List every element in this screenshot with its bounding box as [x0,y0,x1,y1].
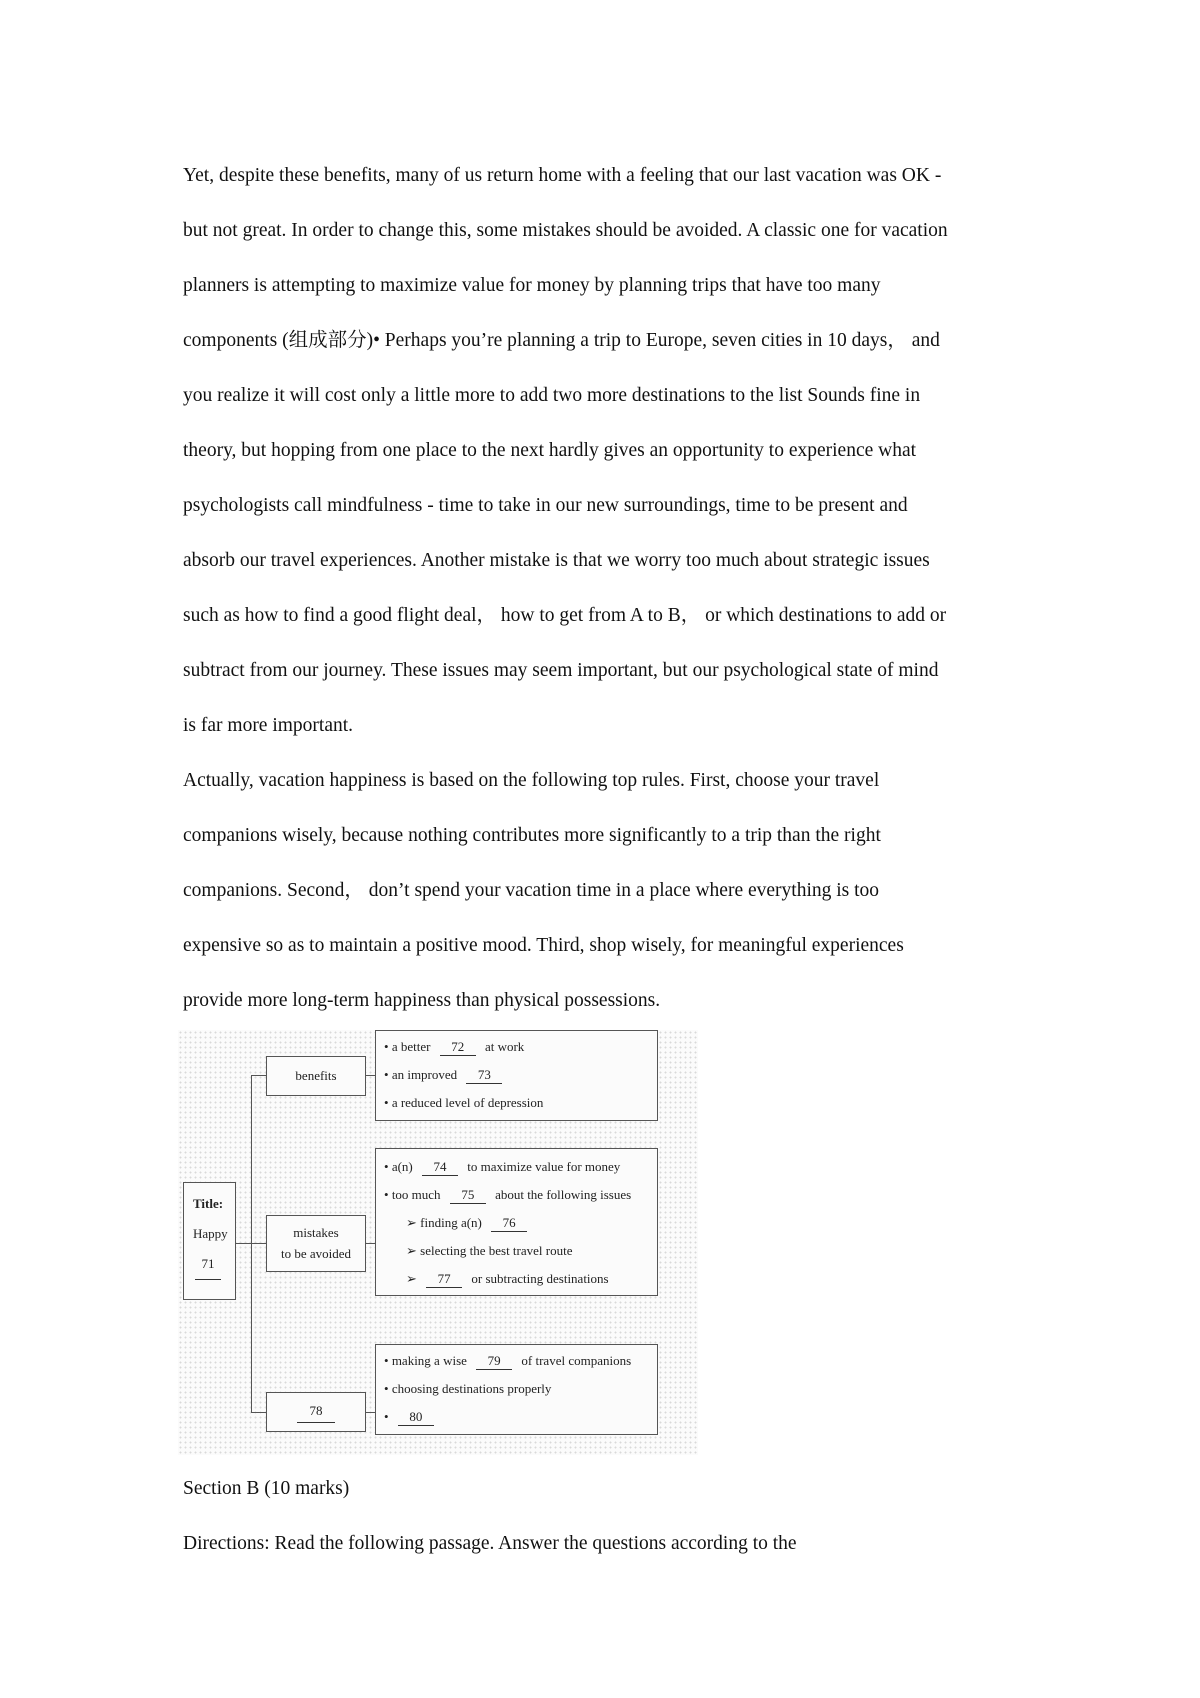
title-label: Title: [193,1196,224,1211]
mistakes-label: to be avoided [280,1245,352,1261]
answer-blank: 78 [297,1401,335,1423]
connector-line [236,1243,251,1244]
passage-line: you realize it will cost only a little more to add two more destinations to the list Sounds fine in [183,385,921,406]
item-text: selecting the best travel route [420,1243,573,1258]
title-word: Happy [193,1225,228,1241]
passage-line: components (组成部分)• Perhaps you’re planning a trip to Europe, seven cities in 10 days， and [183,330,940,351]
detail-item [384,1095,543,1111]
passage-line: planners is attempting to maximize value for money by planning trips that have too many [183,275,881,296]
detail-item [384,1353,631,1370]
bullet-icon: • [384,1353,389,1368]
benefits-label: benefits [295,1067,337,1083]
passage-line: Yet, despite these benefits, many of us return home with a feeling that our last vacation was OK - [183,165,942,186]
benefits-box [266,1056,366,1096]
answer-blank: 75 [450,1187,486,1204]
passage-line: theory, but hopping from one place to the next hardly gives an opportunity to experience what [183,440,917,461]
item-text: a(n) [391,1159,413,1174]
bullet-icon: • [384,1067,389,1082]
passage-line: absorb our travel experiences. Another mistake is that we worry too much about strategic issues [183,550,930,571]
detail-item [384,1067,508,1084]
connector-line [366,1243,375,1244]
answer-blank: 74 [422,1159,458,1176]
section-directions: Directions: Read the following passage. Answer the questions according to the [183,1533,797,1554]
connector-line [251,1075,266,1076]
item-text: making a wise [391,1353,467,1368]
detail-item [384,1381,551,1397]
item-text: or subtracting destinations [471,1271,609,1286]
item-text: a reduced level of depression [391,1095,544,1110]
detail-item [384,1159,620,1176]
item-text: of travel companions [521,1353,632,1368]
passage-line: Actually, vacation happiness is based on the following top rules. First, choose your travel [183,770,880,791]
item-text: to maximize value for money [467,1159,621,1174]
section-heading: Section B (10 marks) [183,1478,350,1499]
detail-subitem [406,1215,533,1232]
detail-item [384,1187,631,1204]
arrow-bullet-icon: ➢ [406,1243,417,1258]
bullet-icon: • [384,1187,389,1202]
item-text: a better [391,1039,431,1054]
item-text: choosing destinations properly [391,1381,552,1396]
answer-blank: 79 [476,1353,512,1370]
detail-item [384,1409,440,1426]
detail-subitem [406,1243,573,1259]
arrow-bullet-icon: ➢ [406,1215,417,1230]
answer-blank: 72 [440,1039,476,1056]
arrow-bullet-icon: ➢ [406,1271,417,1286]
detail-subitem [406,1271,609,1288]
answer-blank: 77 [426,1271,462,1288]
item-text: finding a(n) [420,1215,482,1230]
rules-details-box [375,1344,658,1435]
bullet-icon: • [384,1095,389,1110]
bullet-icon: • [384,1381,389,1396]
passage-line: companions wisely, because nothing contributes more significantly to a trip than the right [183,825,881,846]
passage-line: but not great. In order to change this, some mistakes should be avoided. A classic one for vacation [183,220,948,241]
item-text: too much [391,1187,441,1202]
connector-line [366,1075,375,1076]
passage-line: such as how to find a good flight deal， how to get from A to B， or which destinations to add or [183,605,947,626]
title-box [183,1182,236,1300]
bullet-icon: • [384,1039,389,1054]
item-text: about the following issues [495,1187,632,1202]
bullet-icon: • [384,1159,389,1174]
mistakes-details-box [375,1148,658,1296]
passage-line: expensive so as to maintain a positive mood. Third, shop wisely, for meaningful experiences [183,935,904,956]
mistakes-label: mistakes [293,1224,339,1240]
answer-blank: 71 [195,1249,221,1280]
rules-box [266,1392,366,1432]
answer-blank: 73 [466,1067,502,1084]
mistakes-box [266,1215,366,1272]
detail-item [384,1039,524,1056]
connector-line [251,1412,266,1413]
passage-line: companions. Second， don’t spend your vacation time in a place where everything is too [183,880,880,901]
passage-line: psychologists call mindfulness - time to take in our new surroundings, time to be present and [183,495,908,516]
bullet-icon: • [384,1409,389,1424]
passage-line: is far more important. [183,715,354,736]
answer-blank: 80 [398,1409,434,1426]
connector-line [251,1243,266,1244]
item-text: an improved [391,1067,458,1082]
connector-line [366,1412,375,1413]
item-text: at work [484,1039,525,1054]
benefits-details-box [375,1030,658,1121]
summary-diagram [178,1030,698,1455]
passage-line: subtract from our journey. These issues may seem important, but our psychological state of mind [183,660,939,681]
answer-blank: 76 [491,1215,527,1232]
passage-line: provide more long-term happiness than physical possessions. [183,990,661,1011]
